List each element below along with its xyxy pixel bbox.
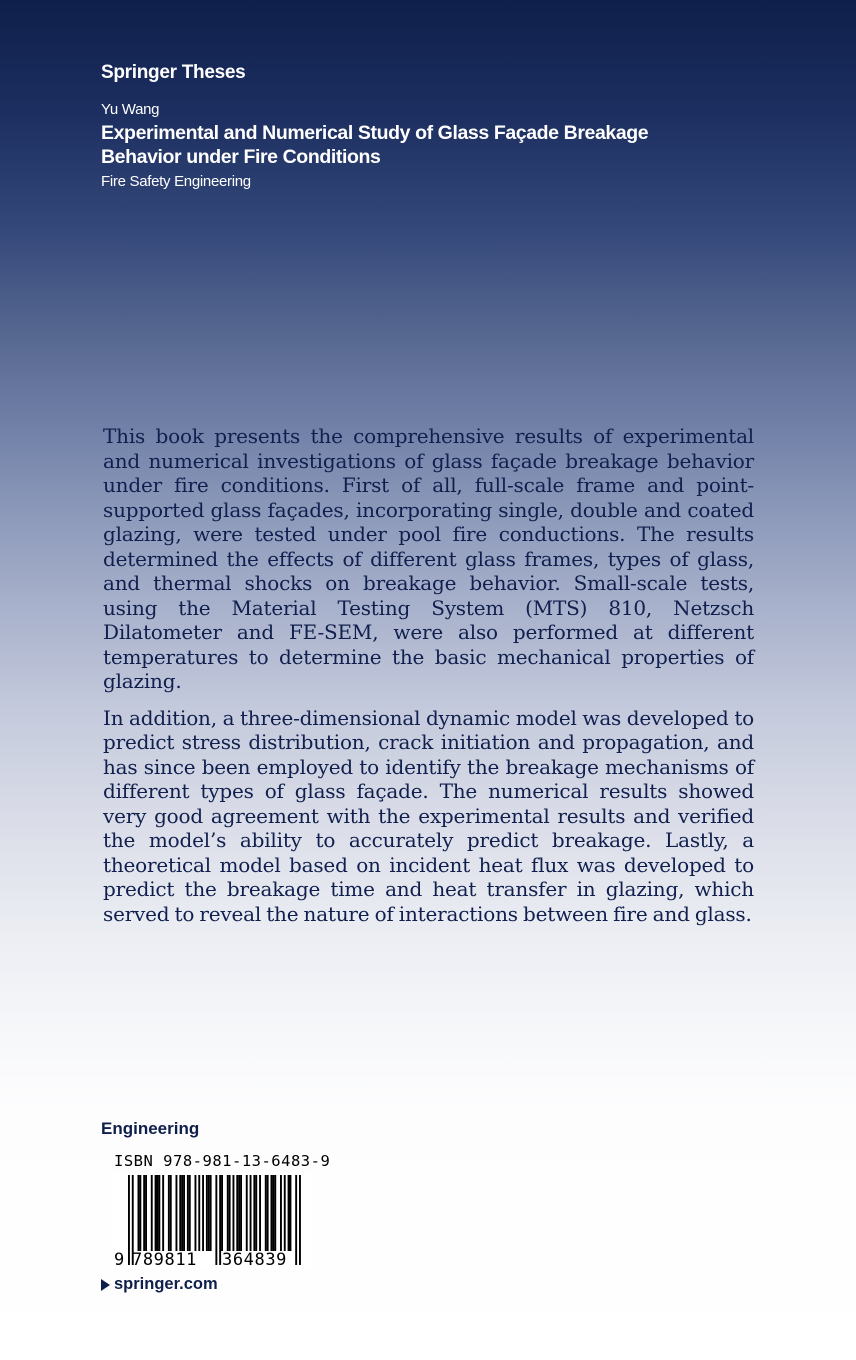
play-arrow-icon (101, 1279, 110, 1291)
book-title-line-2: Behavior under Fire Conditions (101, 146, 381, 168)
barcode-bar (210, 1175, 212, 1251)
barcode-bar (267, 1175, 269, 1251)
category-label: Engineering (101, 1119, 200, 1138)
isbn-barcode (112, 1173, 312, 1269)
barcode-bar (181, 1175, 183, 1251)
isbn-label: ISBN 978-981-13-6483-9 (114, 1152, 331, 1170)
barcode-bar (179, 1175, 181, 1251)
author-name: Yu Wang (101, 101, 160, 118)
barcode-bar (202, 1175, 204, 1251)
barcode-bar (229, 1175, 231, 1251)
barcode-bar (274, 1175, 276, 1251)
barcode-bar (288, 1175, 290, 1251)
barcode-bar (198, 1175, 200, 1251)
barcode-bar (195, 1175, 197, 1251)
barcode-bar (219, 1175, 221, 1265)
barcode-bar (155, 1175, 157, 1251)
book-title (101, 121, 661, 169)
barcode-bar (206, 1175, 208, 1251)
barcode-bar (168, 1175, 170, 1251)
barcode-bar (157, 1175, 159, 1251)
barcode-bar (259, 1175, 261, 1251)
barcode-bar (299, 1175, 301, 1265)
barcode-bar (176, 1175, 178, 1251)
barcode-bar (183, 1175, 185, 1251)
publisher-website-link[interactable] (101, 1275, 218, 1294)
barcode-bar (158, 1175, 160, 1251)
barcode-bar (221, 1175, 223, 1251)
barcode-bar (250, 1175, 252, 1251)
barcode-bar (215, 1175, 217, 1265)
book-title-line-1: Experimental and Numerical Study of Glass Façade Breakage (101, 122, 649, 144)
barcode-bar (238, 1175, 240, 1251)
barcode-bar (255, 1175, 257, 1251)
barcode-first-digit: 9 (114, 1250, 125, 1269)
barcode-bar (240, 1175, 242, 1251)
barcode-bar (272, 1175, 274, 1251)
barcode-bar (227, 1175, 229, 1251)
barcode-left-digits: 789811 (132, 1250, 198, 1269)
barcode-bar (208, 1175, 210, 1251)
description-paragraph-2: In addition, a three-dimensional dynamic model was developed to predict stress distribution, crack initiation and propagation, and has since been employed to identify the breakage mechanisms of different types of glass façade. The numerical results showed very good agreement with the experimental results and verified the model’s ability to accurately predict breakage. Lastly, a theoretical model based on incident heat flux was developed to predict the breakage time and heat transfer in glazing, which served to reveal the nature of interactions between fire and glass. (103, 705, 754, 926)
barcode-bar (128, 1175, 130, 1265)
barcode-bar (280, 1175, 282, 1251)
website-label: springer.com (114, 1275, 218, 1293)
barcode-bar (170, 1175, 172, 1251)
subseries-name: Fire Safety Engineering (101, 173, 251, 190)
barcode-bar (151, 1175, 153, 1251)
barcode-right-digits: 364839 (222, 1250, 288, 1269)
barcode-bar (265, 1175, 267, 1251)
barcode-bar (246, 1175, 248, 1251)
barcode-bar (290, 1175, 292, 1251)
barcode-bar (295, 1175, 297, 1265)
series-name: Springer Theses (101, 62, 246, 83)
barcode-bar (138, 1175, 140, 1251)
barcode-bar (271, 1175, 273, 1251)
barcode-bar (139, 1175, 141, 1251)
barcode-bar (284, 1175, 286, 1251)
barcode-bar (189, 1175, 191, 1251)
barcode-bar (233, 1175, 235, 1251)
barcode-bar (162, 1175, 164, 1251)
barcode-bar (145, 1175, 147, 1251)
book-description (103, 424, 754, 938)
barcode-bar (253, 1175, 255, 1251)
barcode-bar (236, 1175, 238, 1251)
barcode-bar (143, 1175, 145, 1251)
barcode-bar (187, 1175, 189, 1251)
description-paragraph-1: This book presents the comprehensive results of experimental and numerical investigations of glass façade breakage behavior under fire conditions. First of all, full-scale frame and point-supported glass façades, incorporating single, double and coated glazing, were tested under pool fire conductions. The results determined the effects of different glass frames, types of glass, and thermal shocks on breakage behavior. Small-scale tests, using the Material Testing System (MTS) 810, Netzsch Dilatometer and FE-SEM, were also performed at different temperatures to determine the basic mechanical properties of glazing. (103, 424, 754, 693)
